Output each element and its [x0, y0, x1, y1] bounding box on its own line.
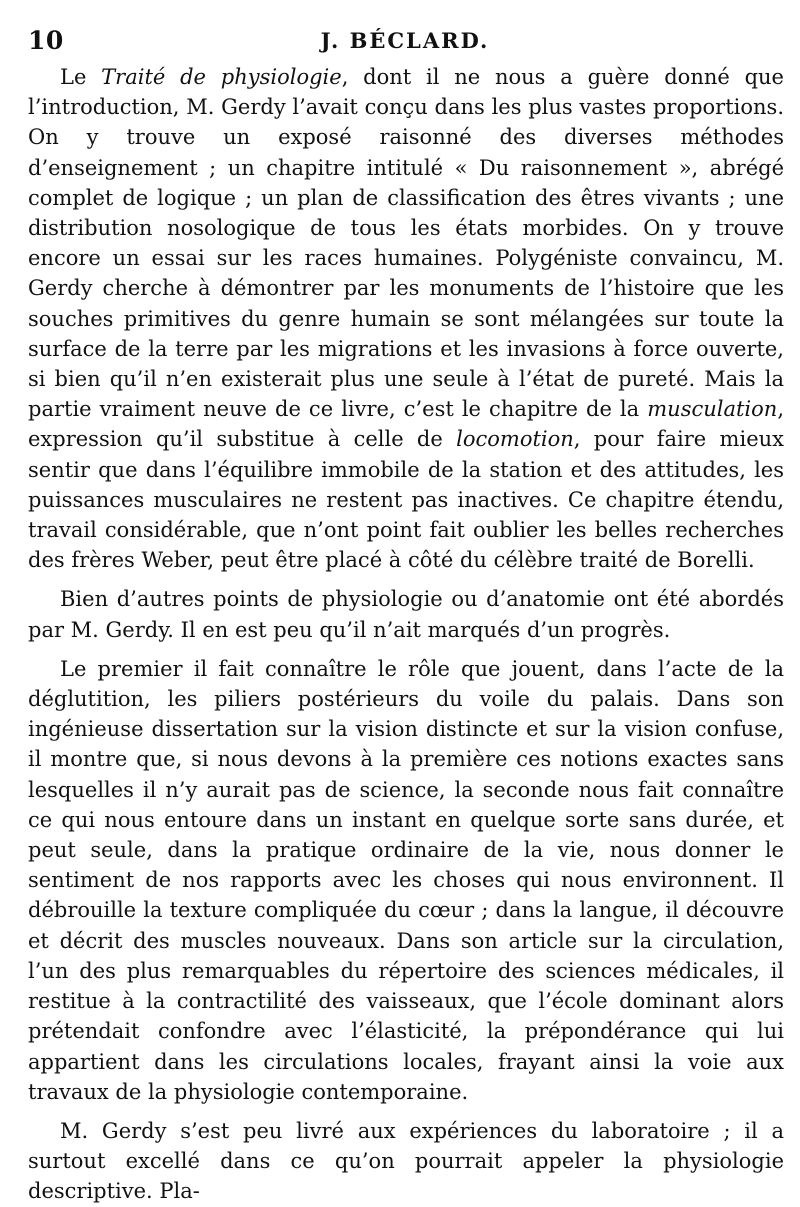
paragraph-text: , dont il ne nous a guère donné que l’introduction, M. Gerdy l’avait conçu dans les plus vastes proportions. On y trouve un exposé raisonné des diverses méthodes d’enseignement ; un chapitre intitulé « Du raisonnement », abrégé complet de logique ; un plan de classification des êtres vivants ; une distribution nosologique de tous les états morbides. On y trouve encore un essai sur les races humaines. Polygéniste convaincu, M. Gerdy cherche à démontrer par les monuments de l’histoire que les souches primitives du genre humain se sont mélangées sur toute la surface de la terre par les migrations et les invasions à force ouverte, si bien qu’il n’en existerait plus une seule à l’état de pureté. Mais la partie vraiment neuve de ce livre, c’est le chapitre de la — [28, 65, 784, 422]
page-number: 10 — [28, 26, 64, 55]
italic-term-locomotion: locomotion — [456, 427, 574, 452]
running-head: J. BÉCLARD. — [320, 28, 490, 53]
paragraph-other-points: Bien d’autres points de physiologie ou d’anatomie ont été abordés par M. Gerdy. Il en est peu qu’il n’ait marqués d’un progrès. — [28, 587, 784, 642]
paragraph-text: , expression qu’il substitue à celle de — [28, 397, 784, 452]
paragraph-traite-de-physiologie — [28, 62, 784, 575]
page-header — [28, 26, 782, 56]
paragraph-deglutition: Le premier il fait connaître le rôle que jouent, dans l’acte de la déglutition, les piliers postérieurs du voile du palais. Dans son ingénieuse dissertation sur la vision distincte et sur la vision confuse, il montre que, si nous devons à la première ces notions exactes sans lesquelles il n’y aurait pas de science, la seconde nous fait connaître ce qui nous entoure dans un instant en quelque sorte sans durée, et peut seule, dans la pratique ordinaire de la vie, nous donner le sentiment de nos rapports avec les choses qui nous environnent. Il débrouille la texture compliquée du cœur ; dans la langue, il découvre et décrit des muscles nouveaux. Dans son article sur la circulation, l’un des plus remarquables du répertoire des sciences médicales, il restitue à la contractilité des vaisseaux, que l’école dominant alors prétendait confondre avec l’élasticité, la prépondérance qui lui appartient dans les circulations locales, frayant ainsi la voie aux travaux de la physiologie contemporaine. — [28, 656, 784, 1104]
paragraph-text: Le — [60, 65, 102, 89]
body-text — [28, 62, 784, 1207]
paragraph-laboratory: M. Gerdy s’est peu livré aux expériences du laboratoire ; il a surtout excellé dans ce qu’on pourrait appeler la physiologie descriptive. Pla- — [28, 1118, 784, 1204]
italic-term-musculation: musculation — [647, 397, 778, 422]
italic-book-title: Traité de physiologie — [101, 65, 342, 89]
paragraph-text: , pour faire mieux sentir que dans l’équilibre immobile de la station et des attitudes, les puissances musculaires ne restent pas inactives. Ce chapitre étendu, travail considérable, que n’ont point fait oublier les belles recherches des frères Weber, peut être placé à côté du célèbre traité de Borelli. — [28, 427, 784, 573]
